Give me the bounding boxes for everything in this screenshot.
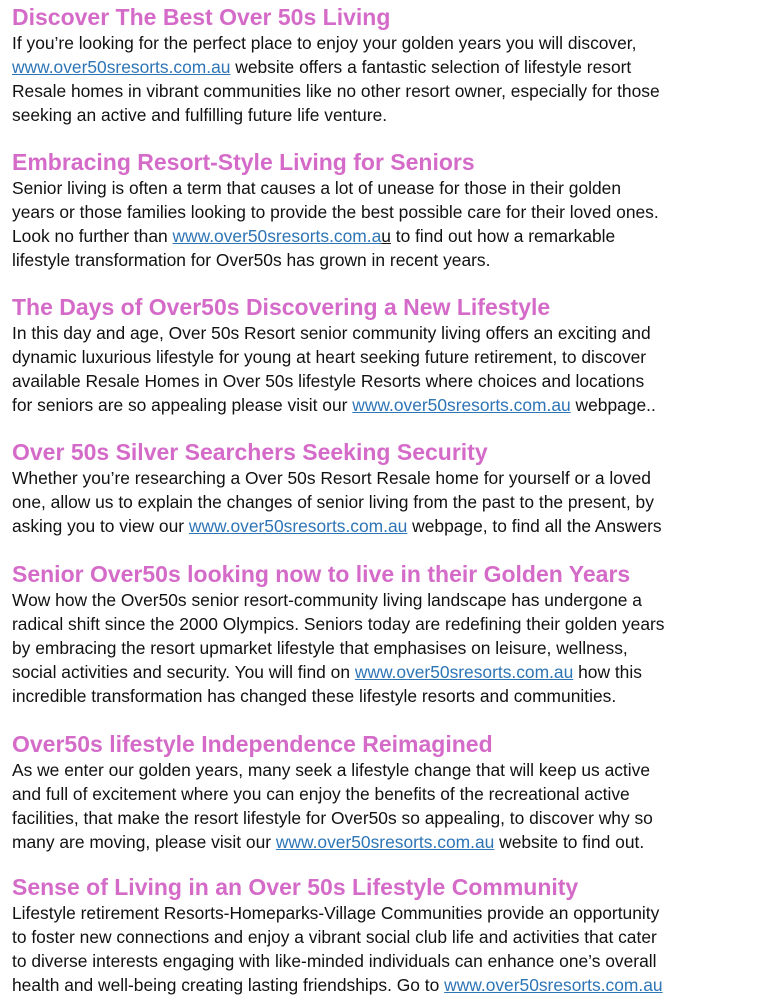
paragraph-line	[12, 612, 764, 636]
section-paragraph	[12, 758, 764, 854]
line-text: facilities, that make the resort lifestyle for Over50s so appealing, to discover why so	[12, 808, 653, 828]
article-section	[12, 4, 764, 127]
paragraph-line	[12, 466, 764, 490]
line-text: Senior living is often a term that causes a lot of unease for those in their golden	[12, 178, 622, 198]
article-section	[12, 731, 764, 854]
paragraph-line	[12, 660, 764, 684]
paragraph-line	[12, 925, 764, 949]
paragraph-line	[12, 31, 764, 55]
line-text: asking you to view our	[12, 516, 189, 536]
line-text: If you’re looking for the perfect place to enjoy your golden years you will discover,	[12, 33, 637, 53]
section-heading: Embracing Resort-Style Living for Seniors	[12, 149, 475, 175]
line-text: one, allow us to explain the changes of senior living from the past to the present, by	[12, 492, 654, 512]
line-text: webpage..	[570, 395, 656, 415]
paragraph-line	[12, 224, 764, 248]
paragraph-line	[12, 369, 764, 393]
line-text: Look no further than	[12, 226, 173, 246]
paragraph-line	[12, 949, 764, 973]
line-text: website offers a fantastic selection of lifestyle resort	[230, 57, 632, 77]
website-link[interactable]: www.over50sresorts.com.au	[352, 395, 571, 415]
line-text: Lifestyle retirement Resorts-Homeparks-Village Communities provide an opportunity	[12, 903, 660, 923]
section-paragraph	[12, 588, 764, 708]
line-text: to foster new connections and enjoy a vibrant social club life and activities that cater	[12, 927, 657, 947]
paragraph-line	[12, 636, 764, 660]
section-heading: Sense of Living in an Over 50s Lifestyle Community	[12, 874, 579, 900]
article-section	[12, 149, 764, 272]
section-paragraph	[12, 176, 764, 272]
line-text: available Resale Homes in Over 50s lifestyle Resorts where choices and locations	[12, 371, 645, 391]
line-text: lifestyle transformation for Over50s has grown in recent years.	[12, 250, 491, 270]
line-text: by embracing the resort upmarket lifestyle that emphasises on leisure, wellness,	[12, 638, 628, 658]
line-text: Wow how the Over50s senior resort-community living landscape has undergone a	[12, 590, 642, 610]
paragraph-line	[12, 490, 764, 514]
section-paragraph	[12, 466, 764, 538]
section-heading: Discover The Best Over 50s Living	[12, 4, 391, 30]
paragraph-line	[12, 393, 764, 417]
line-text: how this	[573, 662, 642, 682]
paragraph-line	[12, 514, 764, 538]
paragraph-line	[12, 588, 764, 612]
article-section	[12, 294, 764, 417]
line-text: Whether you’re researching a Over 50s Resort Resale home for yourself or a loved	[12, 468, 651, 488]
paragraph-line	[12, 973, 764, 997]
paragraph-line	[12, 901, 764, 925]
website-link[interactable]: www.over50sresorts.com.au	[354, 662, 574, 682]
article-section	[12, 561, 764, 708]
website-link[interactable]: www.over50sresorts.com.au	[444, 975, 663, 995]
paragraph-line	[12, 200, 764, 224]
section-heading: Senior Over50s looking now to live in their Golden Years	[12, 561, 631, 587]
line-text: health and well-being creating lasting friendships. Go to	[12, 975, 445, 995]
paragraph-line	[12, 321, 764, 345]
line-text: to diverse interests engaging with like-minded individuals can enhance one’s overall	[12, 951, 657, 971]
paragraph-line	[12, 782, 764, 806]
line-text: many are moving, please visit our	[12, 832, 276, 852]
paragraph-line	[12, 103, 764, 127]
line-text: years or those families looking to provide the best possible care for their loved ones.	[12, 202, 659, 222]
paragraph-line	[12, 55, 764, 79]
paragraph-line	[12, 758, 764, 782]
line-text: for seniors are so appealing please visit our	[12, 395, 353, 415]
line-text: social activities and security. You will find on	[12, 662, 355, 682]
paragraph-line	[12, 79, 764, 103]
website-link[interactable]: www.over50sresorts.com.a	[172, 226, 382, 246]
line-text: dynamic luxurious lifestyle for young at heart seeking future retirement, to discover	[12, 347, 647, 367]
line-text: As we enter our golden years, many seek a lifestyle change that will keep us active	[12, 760, 650, 780]
line-text: incredible transformation has changed these lifestyle resorts and communities.	[12, 686, 617, 706]
website-link[interactable]: www.over50sresorts.com.au	[188, 516, 408, 536]
line-text: radical shift since the 2000 Olympics. Seniors today are redefining their golden years	[12, 614, 665, 634]
section-paragraph	[12, 901, 764, 997]
website-link[interactable]: www.over50sresorts.com.au	[12, 57, 231, 77]
paragraph-line	[12, 248, 764, 272]
paragraph-line	[12, 345, 764, 369]
section-heading: Over 50s Silver Searchers Seeking Security	[12, 439, 488, 465]
article-section	[12, 874, 764, 997]
section-heading: Over50s lifestyle Independence Reimagined	[12, 731, 493, 757]
section-heading: The Days of Over50s Discovering a New Lifestyle	[12, 294, 551, 320]
paragraph-line	[12, 806, 764, 830]
line-text: website to find out.	[494, 832, 645, 852]
section-paragraph	[12, 31, 764, 127]
line-text: Resale homes in vibrant communities like no other resort owner, especially for those	[12, 81, 660, 101]
line-text: webpage, to find all the Answers	[407, 516, 662, 536]
paragraph-line	[12, 176, 764, 200]
line-text: In this day and age, Over 50s Resort senior community living offers an exciting and	[12, 323, 651, 343]
paragraph-line	[12, 830, 764, 854]
underlined-text: u	[381, 226, 391, 246]
article-section	[12, 439, 764, 538]
line-text: to find out how a remarkable	[390, 226, 616, 246]
line-text: and full of excitement where you can enjoy the benefits of the recreational active	[12, 784, 630, 804]
line-text: seeking an active and fulfilling future life venture.	[12, 105, 388, 125]
website-link[interactable]: www.over50sresorts.com.au	[275, 832, 495, 852]
section-paragraph	[12, 321, 764, 417]
paragraph-line	[12, 684, 764, 708]
